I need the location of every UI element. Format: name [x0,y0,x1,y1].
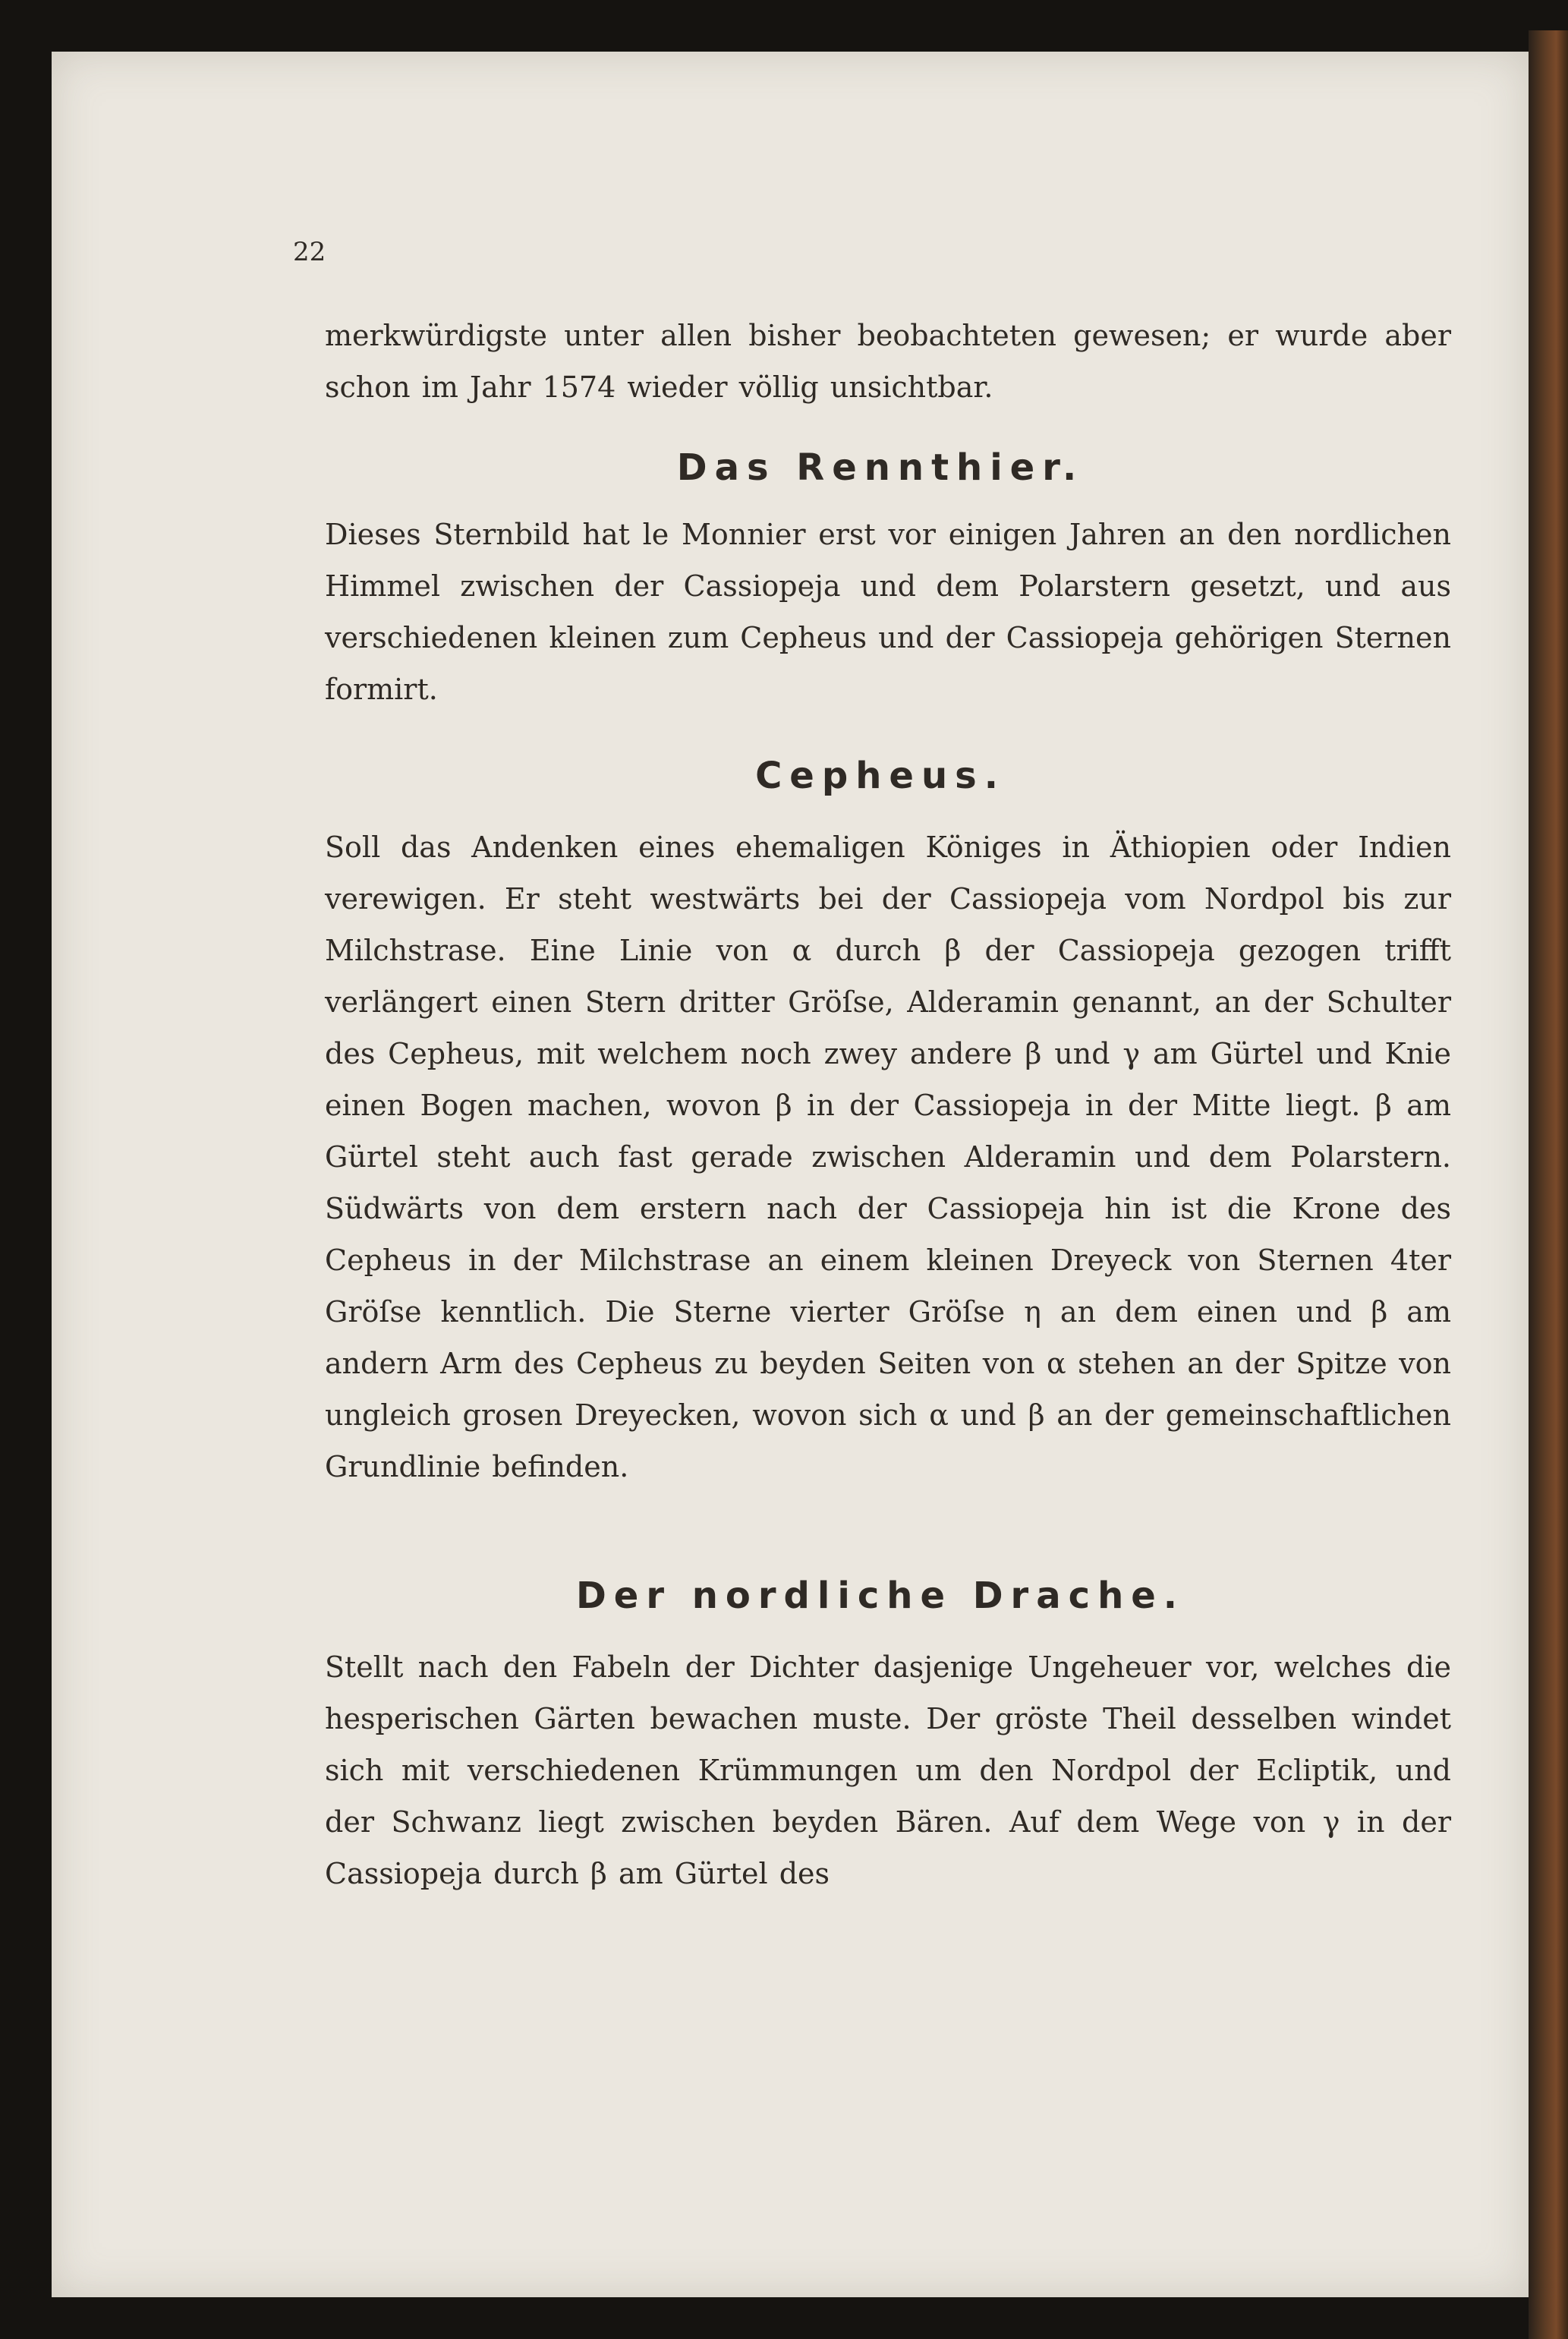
heading-rennthier: Das Rennthier. [676,446,1085,489]
heading-drache: Der nordliche Drache. [575,1575,1185,1617]
paragraph-cepheus: Soll das Andenken eines ehemaligen Königes in Äthiopien oder Indien verewigen. Er steht westwärts bei der Cassiopeja vom Nordpol bis zur Milchstrase. Eine Linie von α durch β der Cassiopeja gezogen trifft verlängert einen Stern dritter Gröſse, Alderamin genannt, an der Schulter des Cepheus, mit welchem noch zwey andere β und γ am Gürtel und Knie einen Bogen machen, wovon β in der Cassiopeja in der Mitte liegt. β am Gürtel steht auch fast gerade zwischen Alderamin und dem Polarstern. Südwärts von dem erstern nach der Cassiopeja hin ist die Krone des Cepheus in der Milchstrase an einem kleinen Dreyeck von Sternen 4ter Gröſse kenntlich. Die Sterne vierter Gröſse η an dem einen und β am andern Arm des Cepheus zu beyden Seiten von α stehen an der Spitze von ungleich grosen Dreyecken, wovon sich α und β an der gemeinschaftlichen Grundlinie befinden. [325,831,1451,1483]
paragraph-rennthier: Dieses Sternbild hat le Monnier erst vor einigen Jahren an den nordlichen Himmel zwischen der Cassiopeja und dem Polarstern gesetzt, und aus verschiedenen kleinen zum Cepheus und der Cassiopeja gehörigen Sternen formirt. [325,518,1451,706]
page-number: 22 [293,237,326,267]
paragraph-drache: Stellt nach den Fabeln der Dichter dasjenige Ungeheuer vor, welches die hesperischen Gärten bewachen muste. Der gröste Theil desselben windet sich mit verschiedenen Krümmungen um den Nordpol der Ecliptik, und der Schwanz liegt zwischen beyden Bären. Auf dem Wege von γ in der Cassiopeja durch β am Gürtel des [325,1650,1451,1890]
continuation-paragraph: merkwürdigste unter allen bisher beobachteten gewesen; er wurde aber schon im Jahr 1574 wieder völlig unsichtbar. [325,319,1451,404]
book-binding-edge [1529,30,1568,2339]
heading-cepheus: Cepheus. [755,755,1006,797]
